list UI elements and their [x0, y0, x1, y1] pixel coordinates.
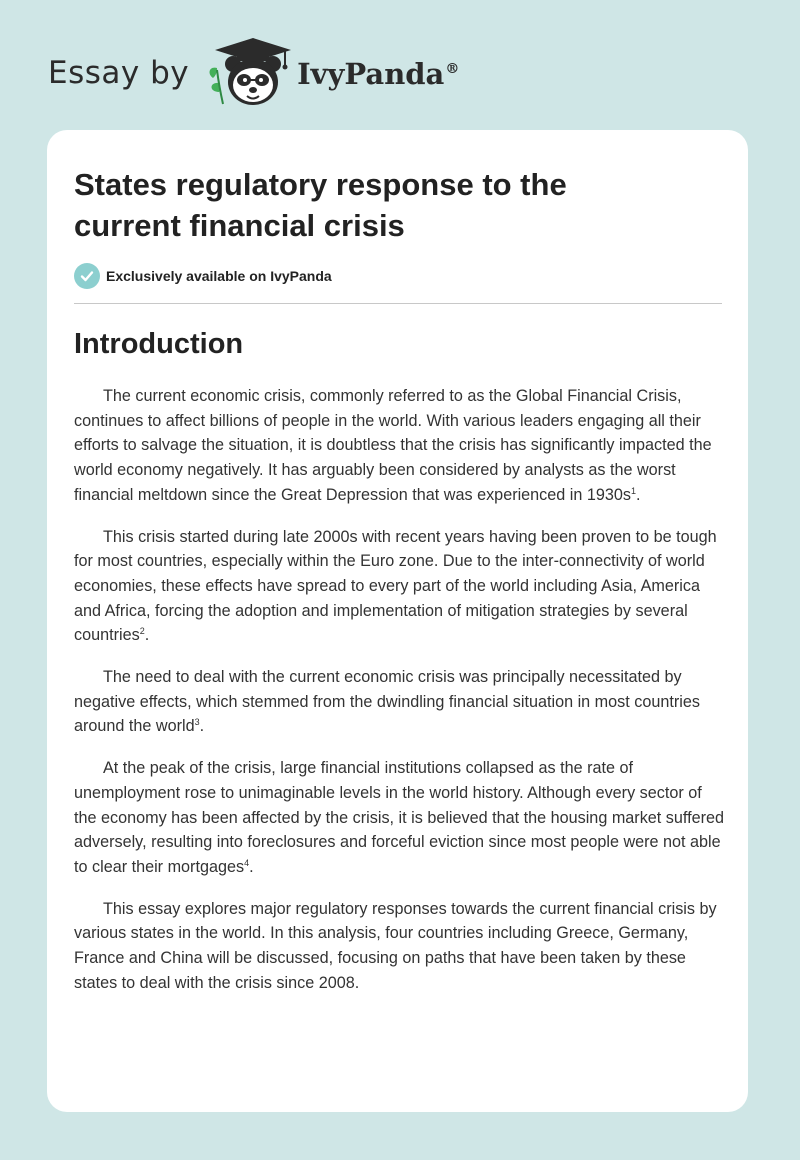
brand-header[interactable]	[48, 34, 459, 108]
paragraph-text: This crisis started during late 2000s with recent years having been proven to be tough for most countries, especially within the Euro zone. Due to the inter-connectivity of world economies, these effects have spread to every part of the world including Asia, America and Africa, forcing the adoption and implementation of mitigation strategies by several countries	[74, 527, 717, 645]
brand-name	[297, 57, 459, 91]
exclusive-badge	[74, 263, 332, 289]
footnote-ref[interactable]: 3	[194, 717, 200, 728]
essay-body	[74, 384, 724, 1012]
paragraph-end: .	[636, 485, 641, 504]
paragraph	[74, 525, 724, 649]
paragraph-text: This essay explores major regulatory responses towards the current financial crisis by various states in the world. In this analysis, four countries including Greece, Germany, France and China will be discussed, focusing on paths that have been taken by these states to deal with the crisis since 2008.	[74, 899, 717, 992]
paragraph-end: .	[199, 717, 205, 736]
paragraph-text: At the peak of the crisis, large financial institutions collapsed as the rate of unemployment rose to unimaginable levels in the world history. Although every sector of the economy has been affected by the crisis, it is believed that the housing market suffered adversely, resulting into foreclosures and forceful eviction since most people were not able to clear their mortgages	[74, 759, 724, 876]
essay-title: States regulatory response to the current financial crisis	[74, 167, 567, 243]
paragraph-text: The need to deal with the current economic crisis was principally necessitated by negative effects, which stemmed from the dwindling financial situation in most countries around the world	[74, 668, 700, 736]
registered-mark: ®	[445, 61, 460, 78]
section-title: Introduction	[74, 328, 244, 360]
paragraph	[74, 665, 724, 739]
brand-name-text: IvyPanda	[297, 57, 445, 91]
footnote-ref[interactable]: 1	[630, 485, 636, 496]
footnote-ref[interactable]: 2	[139, 626, 145, 637]
essay-card	[47, 130, 748, 1112]
footnote-ref[interactable]: 4	[244, 857, 250, 868]
divider	[74, 303, 722, 304]
paragraph-end: .	[249, 857, 254, 876]
paragraph	[74, 756, 724, 880]
badge-text: Exclusively available on IvyPanda	[106, 268, 332, 284]
brand-prefix: Essay by	[48, 55, 190, 91]
check-circle-icon	[74, 263, 100, 289]
paragraph	[74, 384, 724, 508]
paragraph-end: .	[144, 626, 150, 645]
panda-graduate-icon	[205, 34, 297, 108]
paragraph-text: The current economic crisis, commonly referred to as the Global Financial Crisis, continues to affect billions of people in the world. With various leaders engaging all their efforts to salvage the situation, it is doubtless that the crisis has significantly impacted the world economy negatively. It has arguably been considered by analysts as the worst financial meltdown since the Great Depression that was experienced in 1930s	[74, 387, 712, 504]
paragraph	[74, 897, 724, 996]
